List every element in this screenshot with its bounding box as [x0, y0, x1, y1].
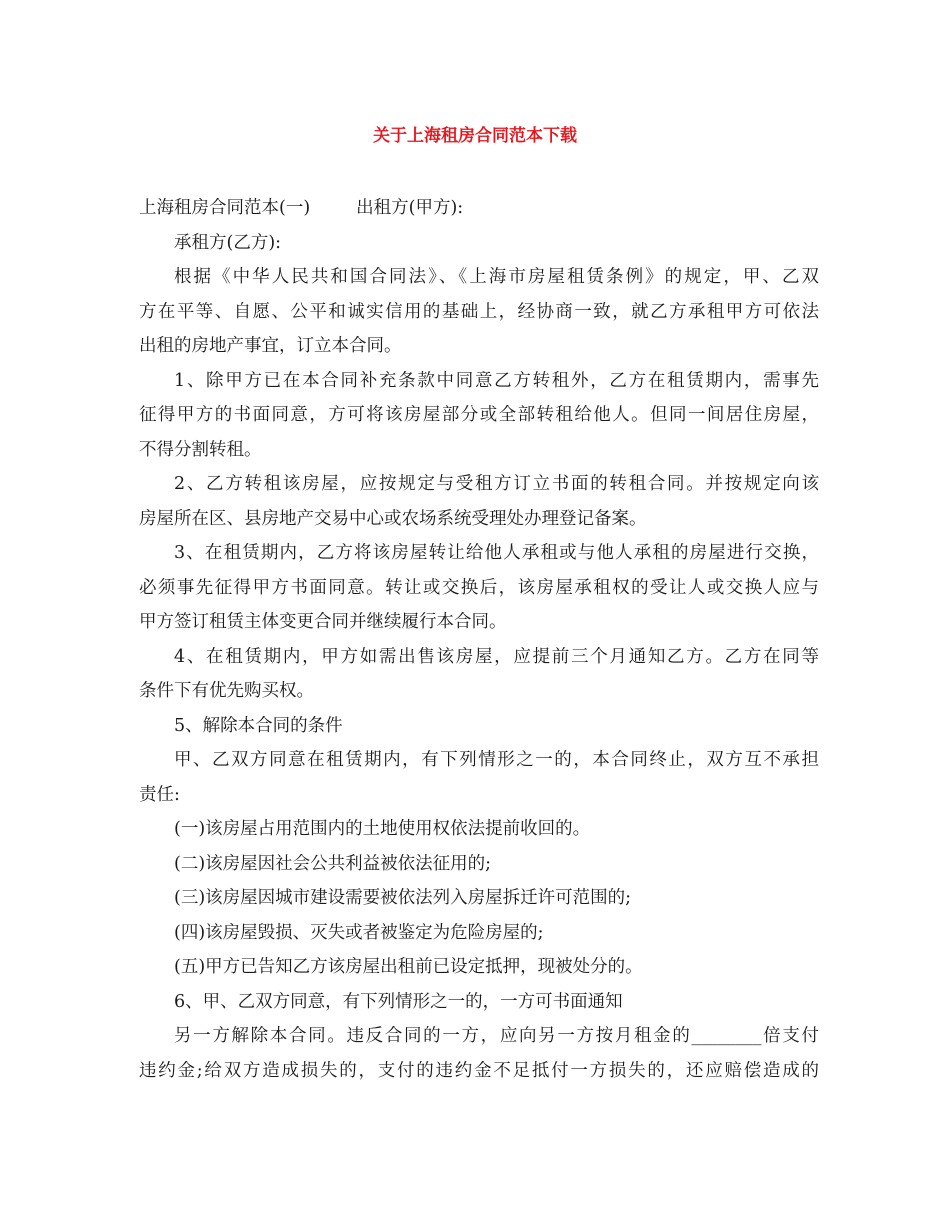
- text-line: 承租方(乙方):: [174, 232, 282, 253]
- paragraph-lines: [139, 226, 819, 1089]
- text-line: 6、甲、乙双方同意，有下列情形之一的，一方可书面通知: [174, 991, 623, 1012]
- document-body: [139, 191, 819, 1088]
- text-line: 甲、乙双方同意在租赁期内，有下列情形之一的，本合同终止，双方互不承担: [174, 750, 819, 770]
- text-line: 2、乙方转租该房屋，应按规定与受租方订立书面的转租合同。并按规定向该: [174, 474, 819, 494]
- text-line: 征得甲方的书面同意，方可将该房屋部分或全部转租给他人。但同一间居住房屋，: [139, 405, 819, 425]
- text-line: 出租的房地产事宜，订立本合同。: [139, 336, 402, 356]
- text-line: 房屋所在区、县房地产交易中心或农场系统受理处办理登记备案。: [139, 508, 647, 529]
- text-line: 违约金;给双方造成损失的，支付的违约金不足抵付一方损失的，还应赔偿造成的: [139, 1060, 819, 1081]
- contract-name: 上海租房合同范本(一): [139, 198, 311, 218]
- text-line: 5、解除本合同的条件: [174, 715, 343, 736]
- text-line: 条件下有优先购买权。: [139, 681, 314, 701]
- document-title: 关于上海租房合同范本下载: [373, 126, 577, 146]
- text-line: 3、在租赁期内，乙方将该房屋转让给他人承租或与他人承租的房屋进行交换，: [174, 543, 819, 563]
- text-line: 不得分割转租。: [139, 439, 262, 460]
- text-line: 4、在租赁期内，甲方如需出售该房屋，应提前三个月通知乙方。乙方在同等: [174, 646, 819, 667]
- text-line: (四)该房屋毁损、灭失或者被鉴定为危险房屋的;: [174, 922, 544, 943]
- lessor-label: 出租方(甲方):: [356, 198, 464, 218]
- text-line: 另一方解除本合同。违反合同的一方，应向另一方按月租金的________倍支付: [174, 1026, 819, 1046]
- text-line: 方在平等、自愿、公平和诚实信用的基础上，经协商一致，就乙方承租甲方可依法: [139, 301, 819, 322]
- text-line: 根据《中华人民共和国合同法》、《上海市房屋租赁条例》的规定，甲、乙双: [174, 267, 819, 287]
- header-line: [139, 191, 819, 226]
- text-line: (一)该房屋占用范围内的土地使用权依法提前收回的。: [174, 819, 591, 839]
- text-line: 责任:: [139, 784, 180, 805]
- text-line: 1、除甲方已在本合同补充条款中同意乙方转租外，乙方在租赁期内，需事先: [174, 370, 819, 391]
- text-line: 甲方签订租赁主体变更合同并继续履行本合同。: [139, 612, 507, 632]
- text-line: (五)甲方已告知乙方该房屋出租前已设定抵押，现被处分的。: [174, 957, 643, 977]
- text-line: 必须事先征得甲方书面同意。转让或交换后，该房屋承租权的受让人或交换人应与: [139, 577, 819, 598]
- text-line: (三)该房屋因城市建设需要被依法列入房屋拆迁许可范围的;: [174, 888, 632, 908]
- text-line: (二)该房屋因社会公共利益被依法征用的;: [174, 853, 492, 874]
